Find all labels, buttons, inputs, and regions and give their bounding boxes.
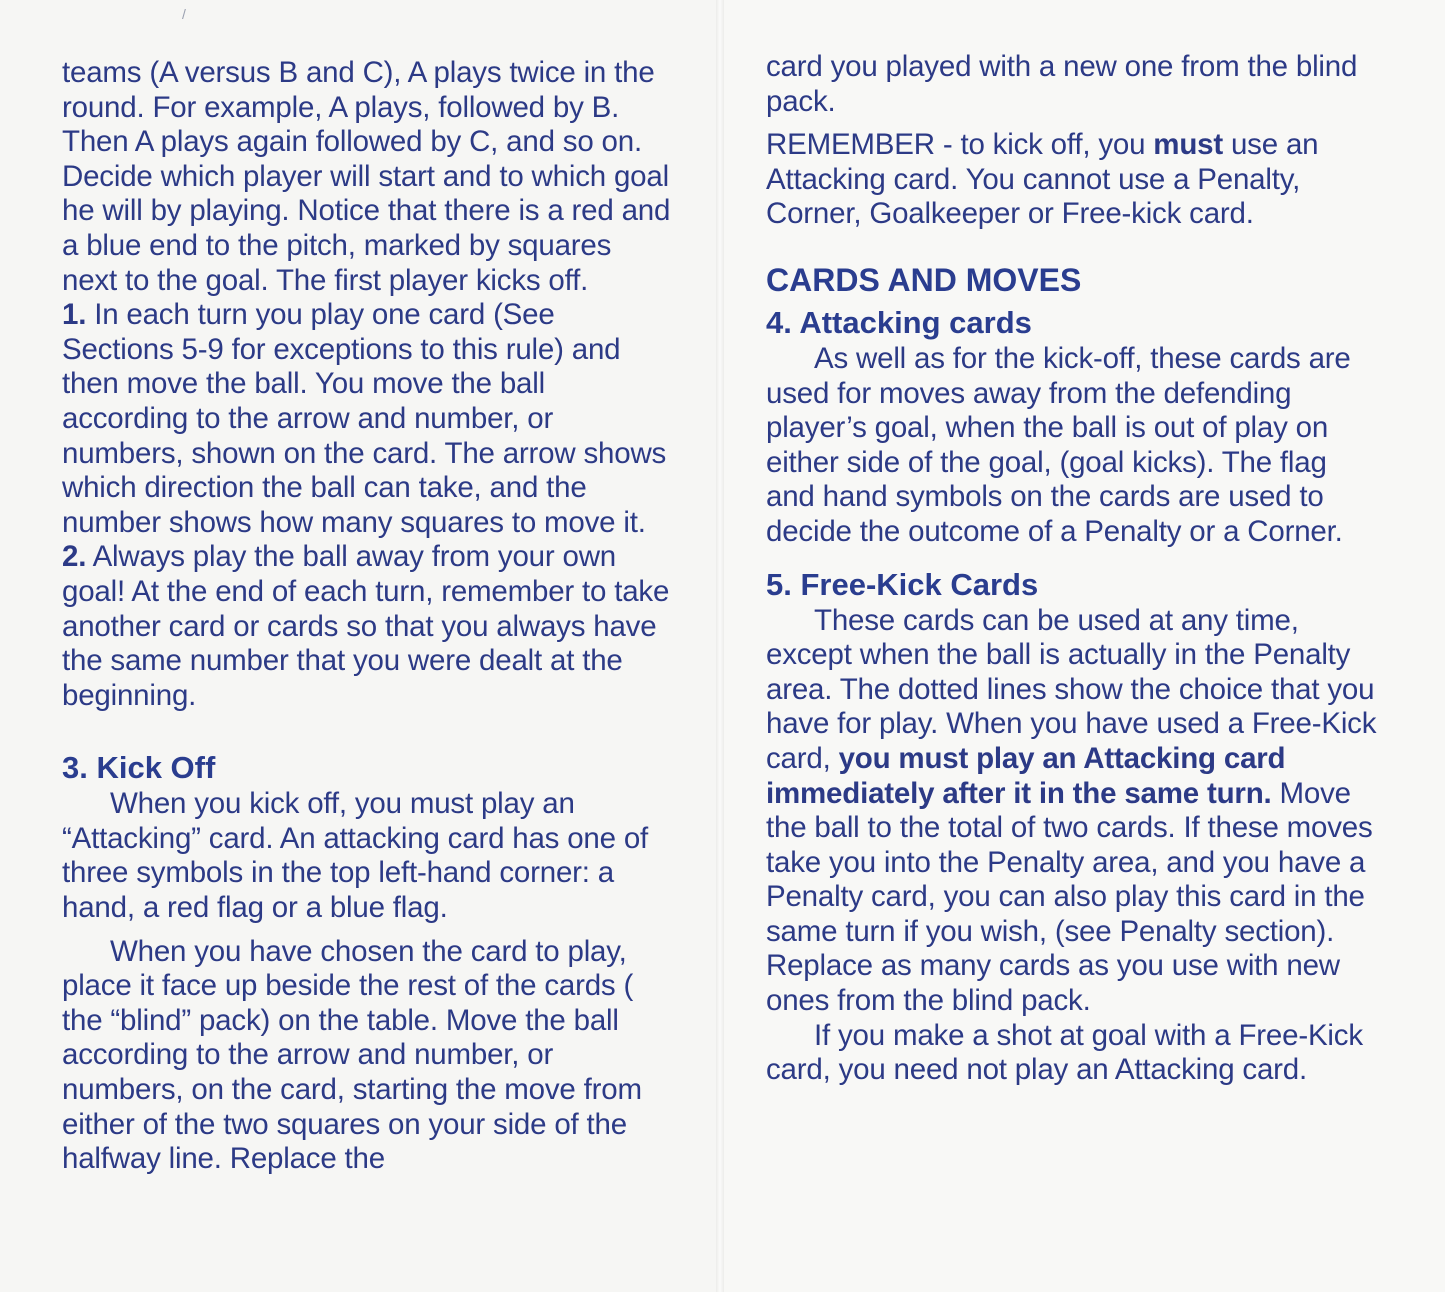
rule-1-number: 1. [62, 298, 87, 332]
remember-text-before: REMEMBER - to kick off, you [766, 128, 1154, 162]
rule-2-text: Always play the ball away from your own goal! At the end of each turn, remember to take another card or cards so that you always have the same number that you were dealt at the beginning. [62, 540, 670, 712]
section-5-paragraph-1 [766, 604, 1378, 1019]
scan-speck: / [182, 6, 186, 22]
booklet-spine [716, 0, 724, 1292]
rule-1 [62, 298, 674, 540]
section-5-heading: 5. Free-Kick Cards [766, 566, 1039, 602]
section-3-paragraph-1: When you kick off, you must play an “Attacking” card. An attacking card has one of three symbols in the top left-hand corner: a hand, a red flag or a blue flag. [62, 787, 649, 925]
continued-paragraph: card you played with a new one from the blind pack. [766, 50, 1358, 118]
left-column [62, 56, 674, 1177]
right-column [766, 50, 1378, 1088]
section-4-paragraph: As well as for the kick-off, these cards are used for moves away from the defending player’s goal, when the ball is out of play on either side of the goal, (goal kicks). The flag and hand symbols on the cards are used to decide the outcome of a Penalty or a Corner. [766, 341, 1351, 548]
section-5-text-after: Move the ball to the total of two cards. If these moves take you into the Penalty area, and you have a Penalty card, you can also play this card in the same turn if you wish, (see Penalty section). Replace as many cards as you use with new ones from the blind pack. [766, 776, 1373, 1018]
remember-emphasis: must [1153, 128, 1223, 162]
section-3-heading: 3. Kick Off [62, 750, 216, 786]
cards-and-moves-heading: CARDS AND MOVES [766, 261, 1082, 298]
remember-paragraph [766, 128, 1378, 232]
section-3-paragraph-2: When you have chosen the card to play, place it face up beside the rest of the cards ( the “blind” pack) on the table. Move the ball according to the arrow and number, or numbers, on the card, starting the move from either of the two squares on your side of the halfway line. Replace the [62, 934, 642, 1176]
rule-2-number: 2. [62, 540, 87, 574]
section-5-paragraph-2: If you make a shot at goal with a Free-Kick card, you need not play an Attacking card. [766, 1018, 1363, 1087]
section-5-emphasis: you must play an Attacking card immediately after it in the same turn. [766, 741, 1286, 810]
rule-1-text: In each turn you play one card (See Sections 5-9 for exceptions to this rule) and then move the ball. You move the ball according to the arrow and number, or numbers, shown on the card. The arrow shows which direction the ball can take, and the number shows how many squares to move it. [62, 298, 667, 539]
section-5-text-before: These cards can be used at any time, except when the ball is actually in the Penalty area. The dotted lines show the choice that you have for play. When you have used a Free-Kick card, [766, 603, 1377, 775]
remember-text-after: use an Attacking card. You cannot use a Penalty, Corner, Goalkeeper or Free-kick card. [766, 128, 1319, 231]
section-4-heading: 4. Attacking cards [766, 304, 1032, 340]
intro-paragraph: teams (A versus B and C), A plays twice in the round. For example, A plays, followed by B. Then A plays again followed by C, and so on. Decide which player will start and to which goal he will by playing. Notice that there is a red and a blue end to the pitch, marked by squares next to the goal. The first player kicks off. [62, 56, 671, 297]
rule-2 [62, 540, 674, 713]
